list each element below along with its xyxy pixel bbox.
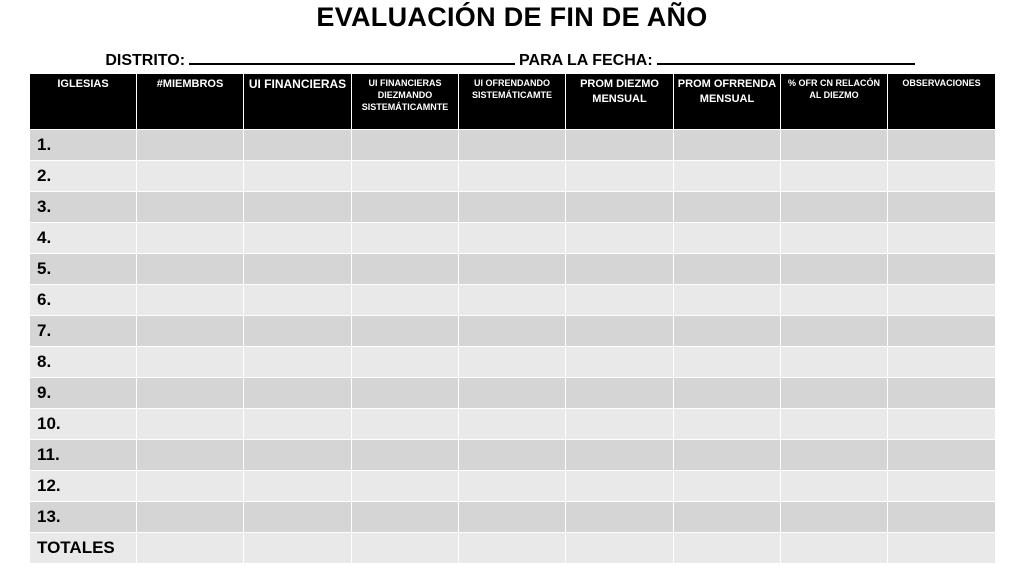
cell-prom-ofrrenda[interactable] — [674, 347, 781, 378]
cell-prom-ofrrenda[interactable] — [674, 223, 781, 254]
cell-porcentaje-ofrenda[interactable] — [781, 409, 888, 440]
row-label: 1. — [30, 130, 137, 161]
cell-prom-diezmo[interactable] — [566, 533, 674, 564]
cell-porcentaje-ofrenda[interactable] — [781, 161, 888, 192]
table-row — [30, 192, 996, 223]
cell-prom-diezmo[interactable] — [566, 161, 674, 192]
cell-porcentaje-ofrenda[interactable] — [781, 223, 888, 254]
header-ui-financieras: UI FINANCIERAS — [244, 74, 352, 130]
cell-porcentaje-ofrenda[interactable] — [781, 533, 888, 564]
cell-ui-financieras[interactable] — [244, 533, 352, 564]
cell-porcentaje-ofrenda[interactable] — [781, 378, 888, 409]
cell-miembros[interactable] — [137, 285, 244, 316]
cell-miembros[interactable] — [137, 378, 244, 409]
fecha-blank-line[interactable] — [657, 49, 915, 65]
header-iglesias: IGLESIAS — [30, 74, 137, 130]
form-header-fields — [0, 49, 1024, 70]
cell-prom-diezmo[interactable] — [566, 223, 674, 254]
row-label: 2. — [30, 161, 137, 192]
cell-ui-diezmando[interactable] — [352, 192, 459, 223]
distrito-blank-line[interactable] — [189, 49, 515, 65]
cell-ui-diezmando[interactable] — [352, 378, 459, 409]
row-label: TOTALES — [30, 533, 137, 564]
header-miembros: #MIEMBROS — [137, 74, 244, 130]
cell-ui-financieras[interactable] — [244, 161, 352, 192]
row-label: 11. — [30, 440, 137, 471]
cell-ui-financieras[interactable] — [244, 502, 352, 533]
cell-prom-diezmo[interactable] — [566, 440, 674, 471]
cell-observaciones[interactable] — [888, 471, 996, 502]
cell-ui-diezmando[interactable] — [352, 316, 459, 347]
table-row — [30, 471, 996, 502]
cell-prom-ofrrenda[interactable] — [674, 440, 781, 471]
cell-ui-ofrendando[interactable] — [459, 285, 566, 316]
page-title: EVALUACIÓN DE FIN DE AÑO — [316, 2, 708, 32]
cell-ui-diezmando[interactable] — [352, 130, 459, 161]
cell-observaciones[interactable] — [888, 254, 996, 285]
cell-ui-diezmando[interactable] — [352, 347, 459, 378]
cell-ui-ofrendando[interactable] — [459, 378, 566, 409]
table-row — [30, 347, 996, 378]
cell-prom-ofrrenda[interactable] — [674, 502, 781, 533]
cell-ui-diezmando[interactable] — [352, 285, 459, 316]
cell-prom-ofrrenda[interactable] — [674, 378, 781, 409]
cell-prom-diezmo[interactable] — [566, 378, 674, 409]
cell-prom-ofrrenda[interactable] — [674, 192, 781, 223]
evaluation-table — [29, 74, 996, 564]
header-observaciones: OBSERVACIONES — [888, 74, 996, 130]
cell-prom-ofrrenda[interactable] — [674, 254, 781, 285]
cell-ui-diezmando[interactable] — [352, 223, 459, 254]
cell-ui-diezmando[interactable] — [352, 254, 459, 285]
cell-porcentaje-ofrenda[interactable] — [781, 440, 888, 471]
cell-ui-ofrendando[interactable] — [459, 316, 566, 347]
cell-prom-ofrrenda[interactable] — [674, 161, 781, 192]
cell-ui-diezmando[interactable] — [352, 409, 459, 440]
table-row — [30, 130, 996, 161]
header-prom-diezmo: PROM DIEZMO MENSUAL — [566, 74, 674, 130]
cell-observaciones[interactable] — [888, 161, 996, 192]
cell-observaciones[interactable] — [888, 440, 996, 471]
cell-ui-financieras[interactable] — [244, 378, 352, 409]
header-row — [30, 74, 996, 130]
cell-porcentaje-ofrenda[interactable] — [781, 471, 888, 502]
table-row — [30, 316, 996, 347]
cell-prom-diezmo[interactable] — [566, 285, 674, 316]
cell-porcentaje-ofrenda[interactable] — [781, 130, 888, 161]
cell-ui-ofrendando[interactable] — [459, 533, 566, 564]
cell-miembros[interactable] — [137, 347, 244, 378]
cell-porcentaje-ofrenda[interactable] — [781, 502, 888, 533]
row-label: 10. — [30, 409, 137, 440]
cell-ui-diezmando[interactable] — [352, 502, 459, 533]
cell-ui-ofrendando[interactable] — [459, 409, 566, 440]
cell-prom-ofrrenda[interactable] — [674, 130, 781, 161]
cell-ui-diezmando[interactable] — [352, 161, 459, 192]
cell-prom-ofrrenda[interactable] — [674, 409, 781, 440]
cell-miembros[interactable] — [137, 161, 244, 192]
cell-ui-diezmando[interactable] — [352, 533, 459, 564]
cell-prom-diezmo[interactable] — [566, 130, 674, 161]
cell-ui-financieras[interactable] — [244, 440, 352, 471]
table-row — [30, 223, 996, 254]
cell-ui-ofrendando[interactable] — [459, 440, 566, 471]
cell-ui-diezmando[interactable] — [352, 471, 459, 502]
cell-observaciones[interactable] — [888, 502, 996, 533]
row-label: 5. — [30, 254, 137, 285]
cell-ui-ofrendando[interactable] — [459, 471, 566, 502]
fecha-label: PARA LA FECHA: — [519, 52, 653, 69]
cell-ui-ofrendando[interactable] — [459, 130, 566, 161]
cell-ui-financieras[interactable] — [244, 285, 352, 316]
cell-prom-diezmo[interactable] — [566, 254, 674, 285]
cell-prom-ofrrenda[interactable] — [674, 316, 781, 347]
cell-observaciones[interactable] — [888, 347, 996, 378]
cell-ui-financieras[interactable] — [244, 192, 352, 223]
cell-prom-diezmo[interactable] — [566, 409, 674, 440]
cell-prom-diezmo[interactable] — [566, 471, 674, 502]
cell-miembros[interactable] — [137, 471, 244, 502]
cell-prom-ofrrenda[interactable] — [674, 471, 781, 502]
table-row — [30, 285, 996, 316]
distrito-label: DISTRITO: — [105, 52, 186, 69]
cell-ui-ofrendando[interactable] — [459, 223, 566, 254]
cell-porcentaje-ofrenda[interactable] — [781, 285, 888, 316]
cell-observaciones[interactable] — [888, 223, 996, 254]
cell-ui-ofrendando[interactable] — [459, 347, 566, 378]
cell-porcentaje-ofrenda[interactable] — [781, 316, 888, 347]
cell-ui-ofrendando[interactable] — [459, 192, 566, 223]
cell-porcentaje-ofrenda[interactable] — [781, 347, 888, 378]
cell-ui-financieras[interactable] — [244, 223, 352, 254]
table-row — [30, 502, 996, 533]
row-label: 12. — [30, 471, 137, 502]
cell-observaciones[interactable] — [888, 378, 996, 409]
table-row — [30, 409, 996, 440]
totales-row — [30, 533, 996, 564]
cell-miembros[interactable] — [137, 502, 244, 533]
cell-ui-financieras[interactable] — [244, 316, 352, 347]
cell-prom-diezmo[interactable] — [566, 316, 674, 347]
cell-miembros[interactable] — [137, 316, 244, 347]
cell-prom-diezmo[interactable] — [566, 502, 674, 533]
cell-observaciones[interactable] — [888, 533, 996, 564]
table-row — [30, 378, 996, 409]
row-label: 7. — [30, 316, 137, 347]
row-label: 13. — [30, 502, 137, 533]
cell-miembros[interactable] — [137, 223, 244, 254]
cell-observaciones[interactable] — [888, 316, 996, 347]
cell-observaciones[interactable] — [888, 130, 996, 161]
row-label: 9. — [30, 378, 137, 409]
row-label: 4. — [30, 223, 137, 254]
cell-prom-ofrrenda[interactable] — [674, 533, 781, 564]
cell-prom-diezmo[interactable] — [566, 347, 674, 378]
cell-miembros[interactable] — [137, 409, 244, 440]
cell-ui-ofrendando[interactable] — [459, 254, 566, 285]
cell-porcentaje-ofrenda[interactable] — [781, 254, 888, 285]
table-row — [30, 440, 996, 471]
header-porcentaje-ofrenda: % OFR CN RELACÓN AL DIEZMO — [781, 74, 888, 130]
table-row — [30, 254, 996, 285]
header-ui-financieras-diezmando: UI FINANCIERAS DIEZMANDO SISTEMÁTICAMNTE — [352, 74, 459, 130]
cell-observaciones[interactable] — [888, 409, 996, 440]
cell-prom-diezmo[interactable] — [566, 192, 674, 223]
row-label: 8. — [30, 347, 137, 378]
row-label: 3. — [30, 192, 137, 223]
cell-porcentaje-ofrenda[interactable] — [781, 192, 888, 223]
cell-ui-diezmando[interactable] — [352, 440, 459, 471]
cell-miembros[interactable] — [137, 440, 244, 471]
cell-observaciones[interactable] — [888, 192, 996, 223]
cell-ui-ofrendando[interactable] — [459, 161, 566, 192]
cell-miembros[interactable] — [137, 130, 244, 161]
cell-ui-financieras[interactable] — [244, 471, 352, 502]
cell-ui-financieras[interactable] — [244, 254, 352, 285]
header-ui-ofrendando: UI OFRENDANDO SISTEMÁTICAMTE — [459, 74, 566, 130]
cell-ui-financieras[interactable] — [244, 130, 352, 161]
row-label: 6. — [30, 285, 137, 316]
header-prom-ofrrenda: PROM OFRRENDA MENSUAL — [674, 74, 781, 130]
cell-miembros[interactable] — [137, 533, 244, 564]
cell-ui-financieras[interactable] — [244, 409, 352, 440]
table-row — [30, 161, 996, 192]
cell-miembros[interactable] — [137, 254, 244, 285]
cell-ui-ofrendando[interactable] — [459, 502, 566, 533]
cell-ui-financieras[interactable] — [244, 347, 352, 378]
cell-miembros[interactable] — [137, 192, 244, 223]
cell-observaciones[interactable] — [888, 285, 996, 316]
cell-prom-ofrrenda[interactable] — [674, 285, 781, 316]
